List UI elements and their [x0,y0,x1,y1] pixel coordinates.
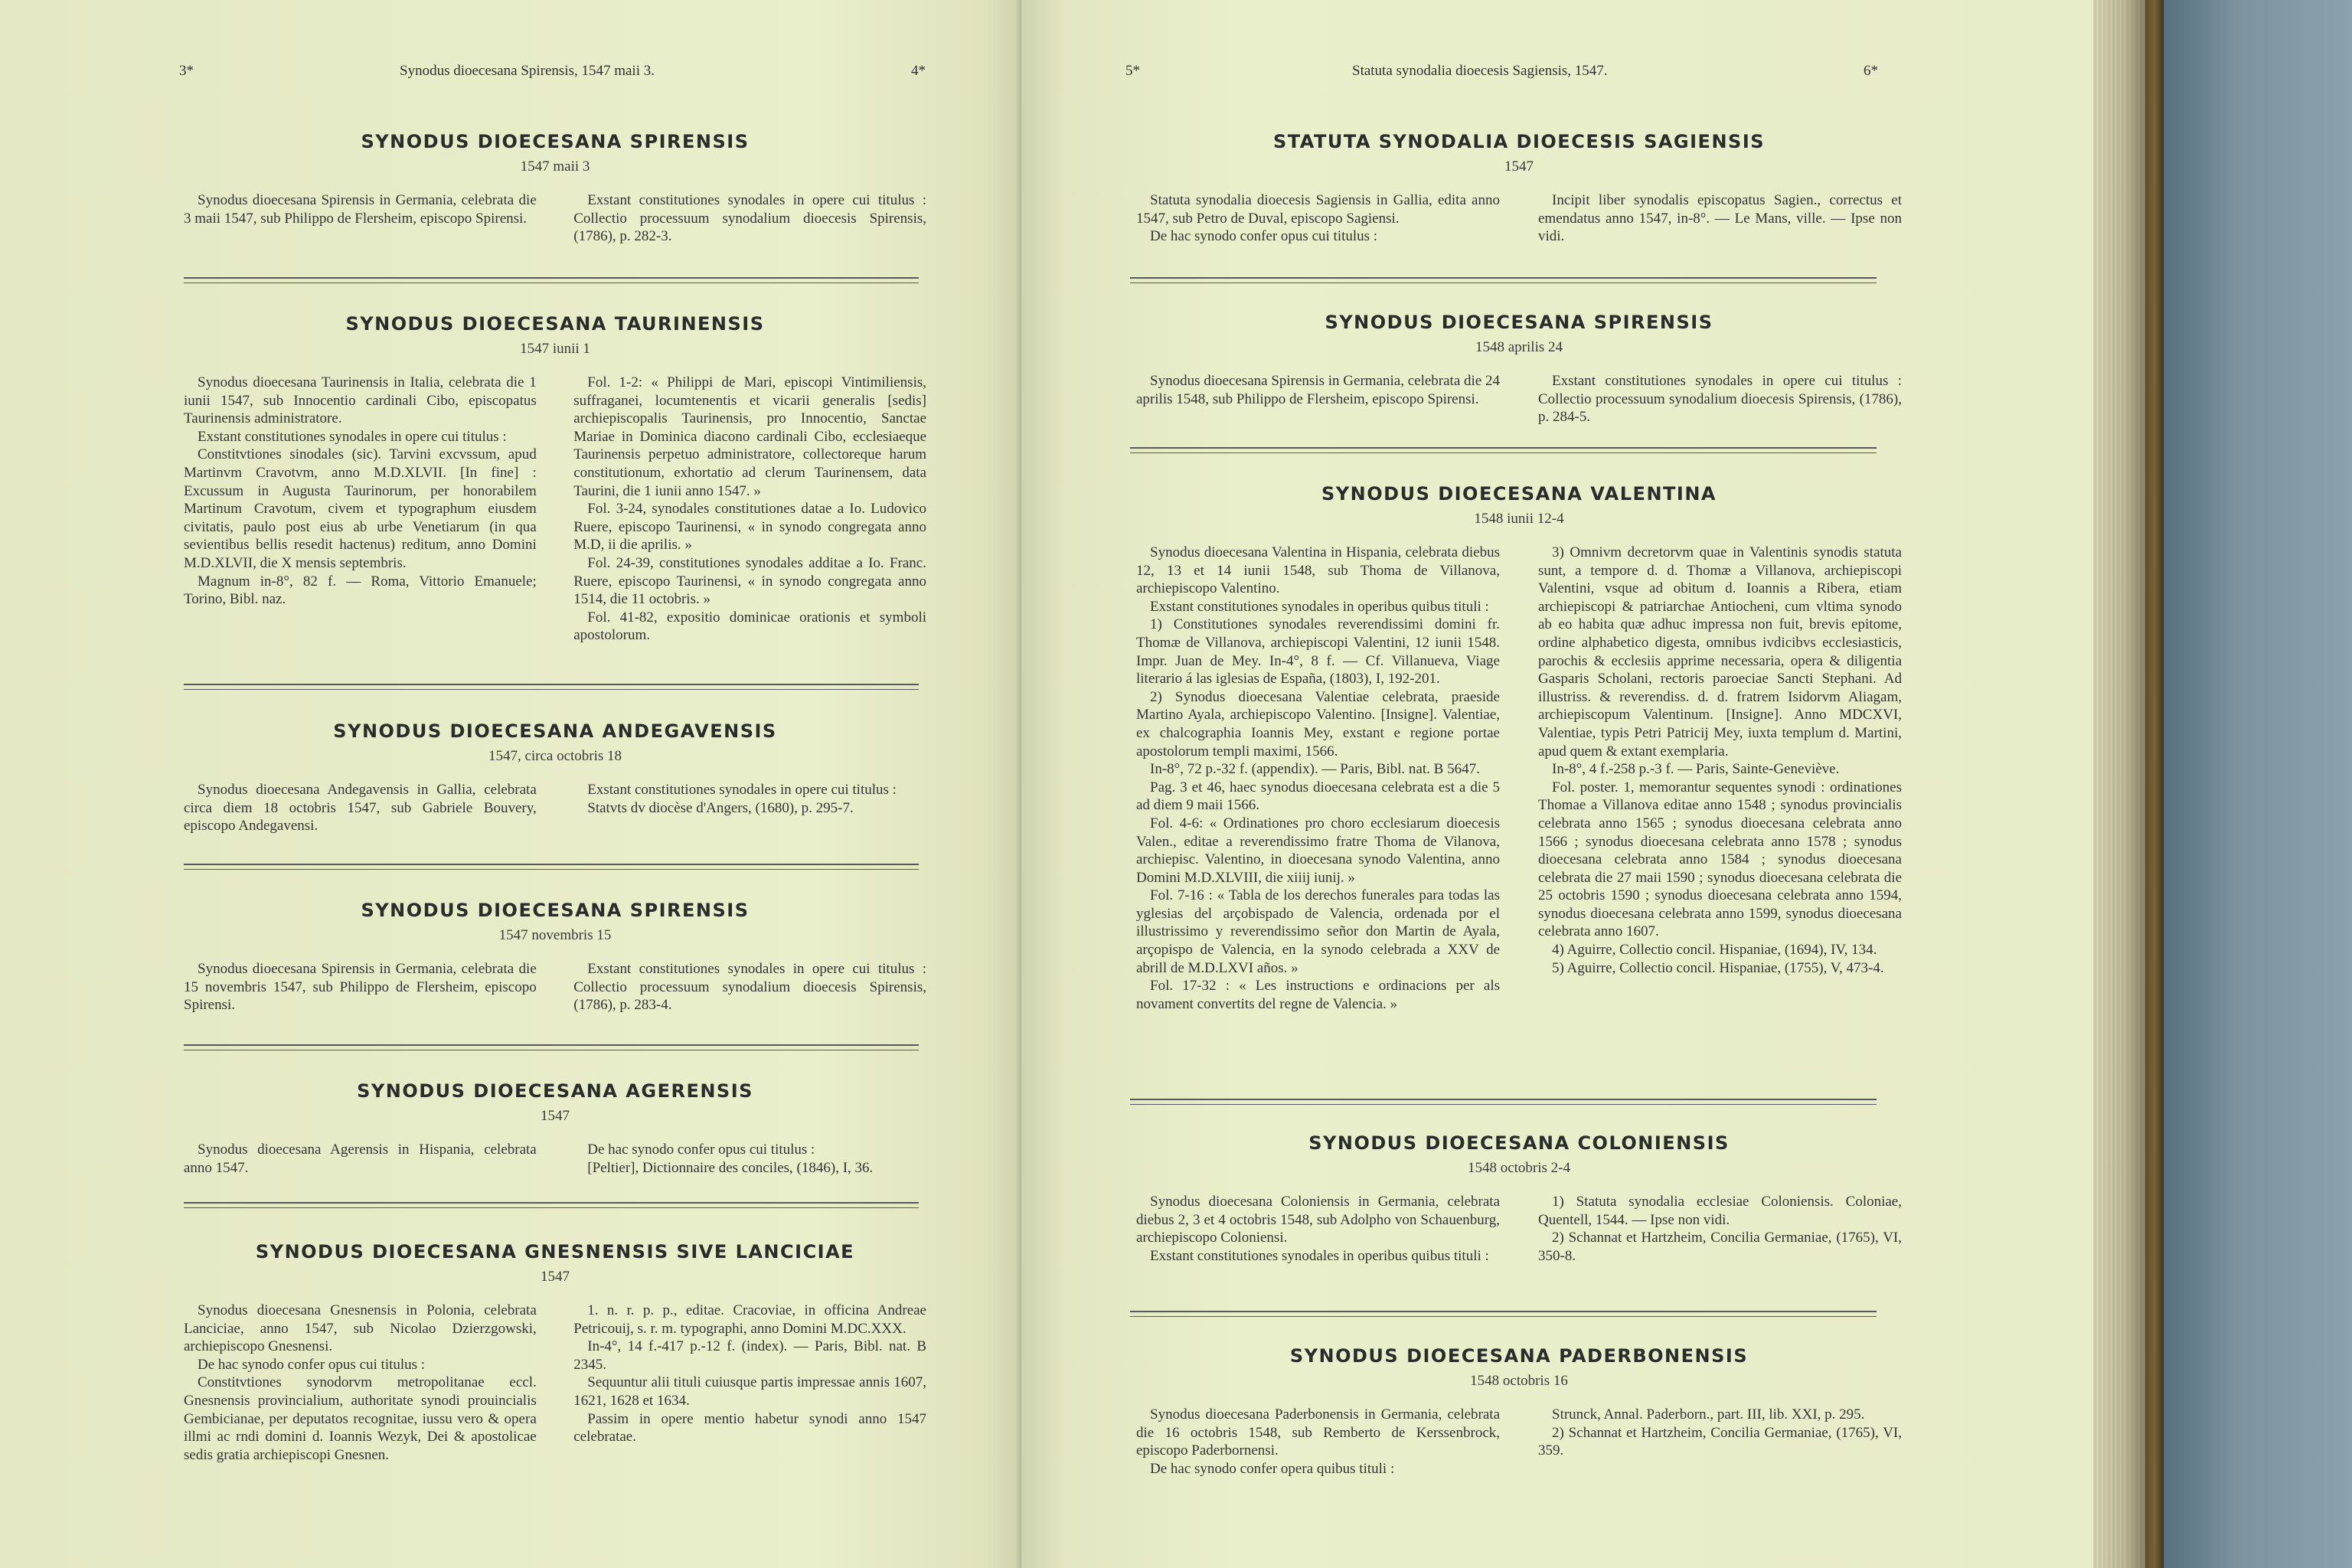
section-gnesnensis [184,1240,926,1464]
section-right-column [573,1141,926,1177]
text-paragraph: Exstant constitutiones synodales in opere cui titulus : Collectio processuum synodalium dioecesis Spirensis, (1786), p. 284-5. [1538,373,1902,426]
right-page-number-outer: 6* [1864,63,1878,79]
section-divider [184,864,919,870]
text-paragraph: Exstant constitutiones synodales in opere cui titulus : [587,782,897,798]
section-heading: SYNODUS DIOECESANA PADERBONENSIS [1289,1345,1749,1367]
text-paragraph: Exstant constitutiones synodales in operibus quibus tituli : [1150,1247,1489,1264]
text-paragraph: Statvts dv diocèse d'Angers, (1680), p. 295-7. [587,799,854,816]
section-right-column [573,960,926,1014]
right-page [1021,0,2093,1568]
text-paragraph: Exstant constitutiones synodales in operibus quibus tituli : [1150,598,1489,615]
left-running-title: Synodus dioecesana Spirensis, 1547 maii 3. [400,63,655,79]
section-heading: STATUTA SYNODALIA DIOECESIS SAGIENSIS [1272,131,1766,152]
text-paragraph: 2) Synodus dioecesana Valentiae celebrata, praeside Martino Ayala, archiepiscopo Valentino. [Insigne]. Valentiae, ex chalcographia Ioannis Mey, exstant e regione portae apostolorum templi maximi, 1566. [1136,688,1500,760]
section-left-column [184,1141,537,1177]
text-paragraph: Synodus dioecesana Spirensis in Germania, celebrata die 24 aprilis 1548, sub Philippo de Flersheim, episcopo Spirensi. [1136,373,1500,407]
section-left-column [184,191,537,246]
section-date: 1547 [541,1269,570,1285]
section-left-column [184,960,537,1014]
section-heading: SYNODUS DIOECESANA SPIRENSIS [1325,312,1713,333]
right-page-number-inner: 5* [1125,63,1140,79]
text-paragraph: Statuta synodalia dioecesis Sagiensis in Gallia, edita anno 1547, sub Petro de Duval, episcopo Sagiensi. [1136,192,1500,227]
text-paragraph: Fol. 24-39, constitutiones synodales additae a Io. Franc. Ruere, episcopo Taurinensi, « in synodo congregata anno 1514, die 11 octobris. » [573,554,926,608]
section-left-column [1136,1406,1500,1478]
right-running-title: Statuta synodalia dioecesis Sagiensis, 1547. [1352,63,1608,79]
section-coloniensis [1136,1132,1902,1265]
text-paragraph: De hac synodo confer opus cui titulus : [587,1142,815,1158]
section-date: 1548 aprilis 24 [1475,339,1563,355]
section-right-column [573,374,926,645]
section-right-column [1538,191,1902,246]
section-left-column [1136,191,1500,246]
text-paragraph: Fol. 4-6: « Ordinationes pro choro ecclesiarum dioecesis Valen., editae a reverendissimo fratre Thoma de Vilanova, archiepisc. Valentino, in dioecesana synodo Valentina, anno Domini M.D.XLVIII, die xiiij iunij. » [1136,815,1500,886]
text-paragraph: Synodus dioecesana Coloniensis in Germania, celebrata diebus 2, 3 et 4 octobris 1548, sub Adolpho von Schauenburg, archiepiscopo Coloniensi. [1136,1194,1500,1246]
text-paragraph: [Peltier], Dictionnaire des conciles, (1846), I, 36. [587,1159,874,1176]
section-heading: SYNODUS DIOECESANA TAURINENSIS [345,313,765,335]
text-paragraph: Exstant constitutiones synodales in opere cui titulus : Collectio processuum synodalium dioecesis Spirensis, (1786), p. 283-4. [573,961,926,1014]
section-left-column [184,374,537,645]
section-heading: SYNODUS DIOECESANA AGERENSIS [357,1080,753,1102]
text-paragraph: Synodus dioecesana Valentina in Hispania, celebrata diebus 12, 13 et 14 iunii 1548, sub Thoma de Villanova, archiepiscopo Valentino. [1136,544,1500,597]
text-paragraph: Fol. 41-82, expositio dominicae orationis et symboli apostolorum. [573,609,926,644]
text-paragraph: Constitvtiones sinodales (sic). Tarvini excvssum, apud Martinvm Cravotvm, anno M.D.XLVII. [In fine] : Excussum in Augusta Taurinorum, per honorabilem Martinum Cravotum, civem et typographum eiusdem civitatis, paulo post eius ab urbe Venetiarum (in qua sevientibus bellis resedit hactenus) reditum, anno Domini M.D.XLVII, die X mensis septembris. [184,446,537,571]
section-divider [1130,1099,1877,1105]
section-heading: SYNODUS DIOECESANA ANDEGAVENSIS [333,720,777,742]
section-divider [1130,277,1877,283]
text-paragraph: Fol. 1-2: « Philippi de Mari, episcopi Vintimiliensis, suffraganei, locumtenentis et vicarii generalis [sedis] archiepiscopalis Taurinensis, pro Innocentio, Sanctae Mariae in Dominica diacono cardinali Cibo, ecclesiaeque Taurinensis perpetuo administratore, collectoreque harum constitutionum, exhortatio ad clerum Taurinensem, data Taurini, die 1 iunii anno 1547. » [573,374,926,499]
section-right-column [573,781,926,835]
section-left-column [1136,1193,1500,1265]
section-right-column [1538,1193,1902,1265]
text-paragraph: Exstant constitutiones synodales in opere cui titulus : [198,428,507,445]
text-paragraph: In-8°, 4 f.-258 p.-3 f. — Paris, Sainte-Geneviève. [1552,761,1840,778]
text-paragraph: Constitvtiones synodorvm metropolitanae eccl. Gnesnensis provincialium, authoritate synodi prouincialis Gembicianae, per deputatos recognitae, iussu vero & opera illmi ac rndi domini d. Ioannis Wezyk, Dei & apostolicae sedis gratia archiepiscopi Gnesnen. [184,1374,537,1463]
section-spirensis-1547-maii [184,130,926,246]
text-paragraph: Magnum in-8°, 82 f. — Roma, Vittorio Emanuele; Torino, Bibl. naz. [184,573,537,608]
text-paragraph: Exstant constitutiones synodales in opere cui titulus : Collectio processuum synodalium dioecesis Spirensis, (1786), p. 282-3. [573,192,926,245]
section-left-column [1136,372,1500,426]
text-paragraph: Fol. 7-16 : « Tabla de los derechos funerales para todas las yglesias del arçobispado de Valencia, ordenada por el illustrissimo y reverendissimo señor don Martin de Ayala, arçopispo de Valencia, en la synodo celebrada a XXV de abrill de M.D.LXVI años. » [1136,887,1500,976]
book-cover-edge [2145,0,2164,1568]
section-right-column [1538,544,1902,1013]
section-divider [184,684,919,690]
section-left-column [1136,544,1500,1013]
text-paragraph: 5) Aguirre, Collectio concil. Hispaniae, (1755), V, 473-4. [1552,959,1884,976]
text-paragraph: Strunck, Annal. Paderborn., part. III, lib. XXI, p. 295. [1552,1406,1865,1423]
section-heading: SYNODUS DIOECESANA VALENTINA [1321,483,1717,505]
section-valentina [1136,482,1902,1013]
section-heading: SYNODUS DIOECESANA SPIRENSIS [361,131,750,152]
section-agerensis [184,1080,926,1177]
section-heading: SYNODUS DIOECESANA COLONIENSIS [1308,1132,1730,1154]
section-taurinensis [184,312,926,645]
page-block-edge [2093,0,2145,1568]
text-paragraph: Pag. 3 et 46, haec synodus dioecesana celebrata est a die 5 ad diem 9 maii 1566. [1136,779,1500,814]
section-heading: SYNODUS DIOECESANA SPIRENSIS [361,900,750,921]
section-right-column [573,191,926,246]
text-paragraph: Synodus dioecesana Paderbonensis in Germania, celebrata die 16 octobris 1548, sub Remberto de Kerssenbrock, episcopo Paderbornensi. [1136,1406,1500,1459]
section-divider [184,1044,919,1050]
section-date: 1548 octobris 16 [1470,1373,1568,1389]
background-cover [2164,0,2352,1568]
section-date: 1547 iunii 1 [520,341,590,357]
section-right-column [1538,1406,1902,1478]
section-sagiensis [1136,130,1902,246]
text-paragraph: Synodus dioecesana Agerensis in Hispania, celebrata anno 1547. [184,1142,537,1176]
section-date: 1547 [1504,158,1534,175]
section-right-column [1538,372,1902,426]
text-paragraph: Synodus dioecesana Taurinensis in Italia, celebrata die 1 iunii 1547, sub Innocentio cardinali Cibo, episcopatus Taurinensis administratore. [184,374,537,427]
section-divider [1130,1311,1877,1317]
text-paragraph: Fol. 3-24, synodales constitutiones datae a Io. Ludovico Ruere, episcopo Taurinensi, « in synodo congregata anno M.D, ii die aprilis. » [573,501,926,554]
text-paragraph: In-8°, 72 p.-32 f. (appendix). — Paris, Bibl. nat. B 5647. [1150,761,1480,778]
text-paragraph: 4) Aguirre, Collectio concil. Hispaniae, (1694), IV, 134. [1552,942,1877,959]
section-divider [184,1202,919,1208]
text-paragraph: 3) Omnivm decretorvm quae in Valentinis synodis statuta sunt, a tempore d. d. Thomæ a Villanova, archiepiscopi Valentini, vsque ad obitum d. Ioannis a Ribera, etiam archiepiscopi & patriarchae Antiocheni, cum vltima synodo ab eo habita quæ adhuc impressa non fuit, brevis epitome, ordine alphabetico digesta, omnibus ivdicibvs ecclesiasticis, parochis & ecclesiis apprime necessaria, opera & diligentia Gasparis Scholani, rectoris paroeciae Sancti Stephani. Ad illustriss. & reverendiss. d. d. fratrem Isidorvm Aliagam, archiepiscopum Valentinum. [Insigne]. Anno MDCXVI, Valentiae, typis Petri Patricij Mey, iuxta templum d. Martini, apud quem & extant exemplaria. [1538,544,1902,760]
text-paragraph: 1) Statuta synodalia ecclesiae Coloniensis. Coloniae, Quentell, 1544. — Ipse non vidi. [1538,1194,1902,1228]
text-paragraph: Synodus dioecesana Spirensis in Germania, celebrata die 15 novembris 1547, sub Philippo de Flersheim, episcopo Spirensi. [184,961,537,1014]
text-paragraph: Passim in opere mentio habetur synodi anno 1547 celebratae. [573,1410,926,1446]
text-paragraph: 1) Constitutiones synodales reverendissimi domini fr. Thomæ de Villanova, archiepiscopi Valentini, 12 iunii 1548. Impr. Juan de Mey. In-4°, 8 f. — Cf. Villanueva, Viage literario á las iglesias de España, (1803), I, 192-201. [1136,616,1500,688]
section-date: 1547 novembris 15 [498,927,612,943]
left-page [0,0,1021,1568]
text-paragraph: Fol. poster. 1, memorantur sequentes synodi : ordinationes Thomae a Villanova editae anno 1548 ; synodus provincialis celebrata anno 1565 ; synodus dioecesana celebrata anno 1566 ; synodus dioecesana celebrata anno 1578 ; synodus dioecesana celebrata anno 1584 ; synodus dioecesana celebrata die 27 maii 1590 ; synodus dioecesana celebrata die 25 octobris 1590 ; synodus dioecesana celebrata anno 1594, synodus dioecesana celebrata anno 1599, synodus dioecesana celebrata anno 1607. [1538,779,1902,940]
section-left-column [184,1302,537,1464]
section-date: 1548 iunii 12-4 [1474,511,1564,527]
text-paragraph: Synodus dioecesana Gnesnensis in Polonia, celebrata Lanciciae, anno 1547, sub Nicolao Dzierzgowski, archiepiscopo Gnesnensi. [184,1302,537,1355]
text-paragraph: Synodus dioecesana Andegavensis in Gallia, celebrata circa diem 18 octobris 1547, sub Gabriele Bouvery, episcopo Andegavensi. [184,782,537,835]
text-paragraph: De hac synodo confer opus cui titulus : [1150,228,1378,245]
section-heading: SYNODUS DIOECESANA GNESNENSIS SIVE LANCICIAE [255,1241,855,1263]
section-divider [184,277,919,283]
section-spirensis-1547-novembris [184,899,926,1014]
section-andegavensis [184,720,926,835]
text-paragraph: Sequuntur alii tituli cuiusque partis impressae annis 1607, 1621, 1628 et 1634. [573,1374,926,1409]
left-page-number-inner: 4* [911,63,926,79]
left-page-number-outer: 3* [179,63,194,79]
text-paragraph: 2) Schannat et Hartzheim, Concilia Germaniae, (1765), VI, 350-8. [1538,1230,1902,1264]
section-paderbonensis [1136,1344,1902,1478]
section-left-column [184,781,537,835]
text-paragraph: De hac synodo confer opera quibus tituli : [1150,1460,1395,1477]
section-date: 1547, circa octobris 18 [488,748,622,764]
section-spirensis-1548 [1136,311,1902,426]
section-divider [1130,447,1877,453]
section-date: 1548 octobris 2-4 [1467,1160,1571,1176]
text-paragraph: In-4°, 14 f.-417 p.-12 f. (index). — Paris, Bibl. nat. B 2345. [573,1338,926,1373]
section-right-column [573,1302,926,1464]
section-date: 1547 maii 3 [520,158,590,175]
text-paragraph: Synodus dioecesana Spirensis in Germania, celebrata die 3 maii 1547, sub Philippo de Flersheim, episcopo Spirensi. [184,192,537,227]
text-paragraph: De hac synodo confer opus cui titulus : [198,1356,426,1373]
section-date: 1547 [541,1108,570,1124]
text-paragraph: Incipit liber synodalis episcopatus Sagien., correctus et emendatus anno 1547, in-8°. — Le Mans, ville. — Ipse non vidi. [1538,192,1902,245]
text-paragraph: 2) Schannat et Hartzheim, Concilia Germaniae, (1765), VI, 359. [1538,1424,1902,1459]
text-paragraph: Fol. 17-32 : « Les instructions e ordinacions per als novament convertits del regne de Valencia. » [1136,978,1500,1012]
text-paragraph: 1. n. r. p. p., editae. Cracoviae, in officina Andreae Petricouij, s. r. m. typographi, anno Domini M.DC.XXX. [573,1302,926,1337]
